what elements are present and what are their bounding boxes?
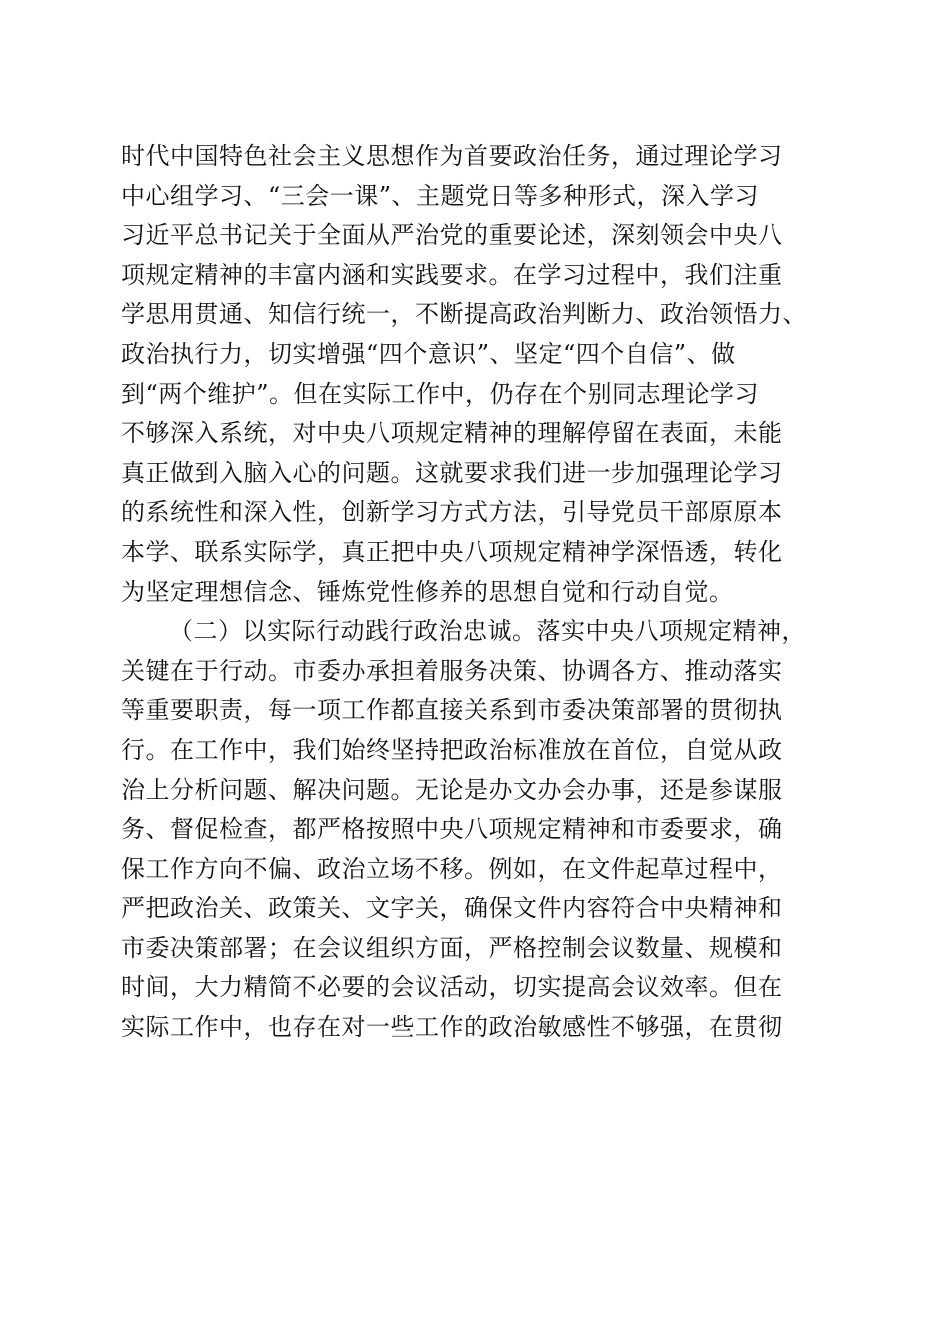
text-line: 市委决策部署；在会议组织方面，严格控制会议数量、规模和 — [121, 933, 783, 962]
paragraph-2 — [121, 612, 841, 1048]
text-line: 时间，大力精简不必要的会议活动，切实提高会议效率。但在 — [121, 973, 783, 1002]
text-line: 关键在于行动。市委办承担着服务决策、协调各方、推动落实 — [121, 656, 783, 685]
text-line: 治上分析问题、解决问题。无论是办文办会办事，还是参谋服 — [121, 775, 783, 804]
text-line: 严把政治关、政策关、文字关，确保文件内容符合中央精神和 — [121, 894, 783, 923]
text-line: （二）以实际行动践行政治忠诚。落实中央八项规定精神， — [169, 617, 806, 646]
text-line: 政治执行力，切实增强“四个意识”、坚定“四个自信”、做 — [121, 339, 736, 368]
text-line: 真正做到入脑入心的问题。这就要求我们进一步加强理论学习 — [121, 458, 783, 487]
text-line: 不够深入系统，对中央八项规定精神的理解停留在表面，未能 — [121, 419, 783, 448]
paragraph-1 — [121, 137, 841, 612]
text-line: 实际工作中，也存在对一些工作的政治敏感性不够强，在贯彻 — [121, 1013, 783, 1042]
text-line: 等重要职责，每一项工作都直接关系到市委决策部署的贯彻执 — [121, 696, 783, 725]
text-line: 中心组学习、“三会一课”、主题党日等多种形式，深入学习 — [121, 181, 760, 210]
text-line: 到“两个维护”。但在实际工作中，仍存在个别同志理论学习 — [121, 379, 760, 408]
text-line: 的系统性和深入性，创新学习方式方法，引导党员干部原原本 — [121, 498, 783, 527]
text-line: 时代中国特色社会主义思想作为首要政治任务，通过理论学习 — [121, 142, 783, 170]
text-line: 项规定精神的丰富内涵和实践要求。在学习过程中，我们注重 — [121, 260, 783, 289]
text-line: 学思用贯通、知信行统一，不断提高政治判断力、政治领悟力、 — [121, 300, 807, 329]
text-line: 保工作方向不偏、政治立场不移。例如，在文件起草过程中， — [121, 854, 783, 883]
text-line: 行。在工作中，我们始终坚持把政治标准放在首位，自觉从政 — [121, 735, 783, 764]
body-text — [121, 137, 841, 1048]
text-line: 务、督促检查，都严格按照中央八项规定精神和市委要求，确 — [121, 815, 783, 844]
text-line: 为坚定理想信念、锤炼党性修养的思想自觉和行动自觉。 — [121, 577, 734, 606]
text-line: 习近平总书记关于全面从严治党的重要论述，深刻领会中央八 — [121, 221, 783, 250]
text-line: 本学、联系实际学，真正把中央八项规定精神学深悟透，转化 — [121, 537, 783, 566]
